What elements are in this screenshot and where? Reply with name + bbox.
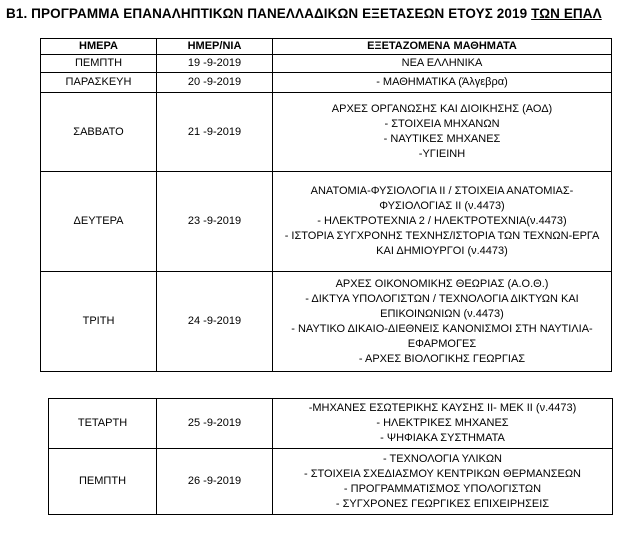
table-row (41, 73, 612, 93)
subject-item: - ΣΤΟΙΧΕΙΑ ΣΧΕΔΙΑΣΜΟΥ ΚΕΝΤΡΙΚΩΝ ΘΕΡΜΑΝΣΕΩΝ (303, 467, 581, 480)
subjects-cell (273, 172, 612, 272)
date-cell: 25 -9-2019 (157, 399, 273, 449)
subject-item: - ΗΛΕΚΤΡΟΤΕΧΝΙΑ 2 / ΗΛΕΚΤΡΟΤΕΧΝΙΑ(ν.4473) (317, 215, 567, 227)
subjects-cell (273, 272, 612, 372)
header-row (41, 39, 612, 55)
subjects-cell (273, 93, 612, 172)
subjects-cell (273, 449, 613, 515)
subjects-cell (273, 399, 613, 449)
subject-item: ΑΝΑΤΟΜΙΑ-ΦΥΣΙΟΛΟΓΙΑ ΙΙ / ΣΤΟΙΧΕΙΑ ΑΝΑΤΟΜΙΑΣ-ΦΥΣΙΟΛΟΓΙΑΣ ΙΙ (ν.4473) (310, 185, 574, 212)
header-subjects: ΕΞΕΤΑΖΟΜΕΝΑ ΜΑΘΗΜΑΤΑ (273, 39, 612, 55)
subject-item: - ΣΤΟΙΧΕΙΑ ΜΗΧΑΝΩΝ (384, 118, 500, 130)
subject-item: - ΝΑΥΤΙΚΕΣ ΜΗΧΑΝΕΣ (383, 133, 501, 145)
title-prefix: Β1. ΠΡΟΓΡΑΜΜΑ ΕΠΑΝΑΛΗΠΤΙΚΩΝ ΠΑΝΕΛΛΑΔΙΚΩΝ ΕΞΕΤΑΣΕΩΝ ΕΤΟΥΣ 2019 (6, 6, 528, 21)
subject-item: - ΝΑΥΤΙΚΟ ΔΙΚΑΙΟ-ΔΙΕΘΝΕΙΣ ΚΑΝΟΝΙΣΜΟΙ ΣΤΗ ΝΑΥΤΙΛΙΑ-ΕΦΑΡΜΟΓΕΣ (291, 322, 593, 350)
subject-item: - ΣΥΓΧΡΟΝΕΣ ΓΕΩΡΓΙΚΕΣ ΕΠΙΧΕΙΡΗΣΕΙΣ (335, 497, 550, 510)
date-cell: 20 -9-2019 (157, 73, 273, 93)
title-underlined: ΤΩΝ ΕΠΑΛ (531, 6, 602, 21)
exam-schedule-table-continued (48, 398, 613, 515)
subject-item: - ΑΡΧΕΣ ΒΙΟΛΟΓΙΚΗΣ ΓΕΩΡΓΙΑΣ (358, 352, 526, 365)
header-date: ΗΜΕΡ/ΝΙΑ (157, 39, 273, 55)
subject-item: - ΜΑΘΗΜΑΤΙΚΑ (Άλγεβρα) (376, 76, 508, 88)
day-cell: ΤΡΙΤΗ (41, 272, 157, 372)
day-cell: ΣΑΒΒΑΤΟ (41, 93, 157, 172)
subject-item: - ΙΣΤΟΡΙΑ ΣΥΓΧΡΟΝΗΣ ΤΕΧΝΗΣ/ΙΣΤΟΡΙΑ ΤΩΝ ΤΕΧΝΩΝ-ΕΡΓΑ ΚΑΙ ΔΗΜΙΟΥΡΓΟΙ (ν.4473) (284, 230, 600, 257)
table-row (41, 272, 612, 372)
date-cell: 24 -9-2019 (157, 272, 273, 372)
document-title (6, 6, 622, 21)
table-row (41, 172, 612, 272)
day-cell: ΠΕΜΠΤΗ (41, 55, 157, 73)
date-cell: 19 -9-2019 (157, 55, 273, 73)
subject-item: - ΠΡΟΓΡΑΜΜΑΤΙΣΜΟΣ ΥΠΟΛΟΓΙΣΤΩΝ (343, 482, 542, 495)
day-cell: ΔΕΥΤΕΡΑ (41, 172, 157, 272)
subject-item: ΑΡΧΕΣ ΟΙΚΟΝΟΜΙΚΗΣ ΘΕΩΡΙΑΣ (Α.Ο.Θ.) (335, 277, 549, 290)
table-row (49, 449, 613, 515)
subject-item: - ΔΙΚΤΥΑ ΥΠΟΛΟΓΙΣΤΩΝ / ΤΕΧΝΟΛΟΓΙΑ ΔΙΚΤΥΩΝ ΚΑΙ ΕΠΙΚΟΙΝΩΝΙΩΝ (ν.4473) (305, 292, 579, 320)
table-row (41, 93, 612, 172)
day-cell: ΤΕΤΑΡΤΗ (49, 399, 157, 449)
table-row (49, 399, 613, 449)
table-row (41, 55, 612, 73)
date-cell: 21 -9-2019 (157, 93, 273, 172)
subjects-cell (273, 55, 612, 73)
subject-item: ΝΕΑ ΕΛΛΗΝΙΚΑ (401, 57, 483, 69)
header-day: ΗΜΕΡΑ (41, 39, 157, 55)
date-cell: 23 -9-2019 (157, 172, 273, 272)
subject-item: - ΗΛΕΚΤΡΙΚΕΣ ΜΗΧΑΝΕΣ (376, 417, 509, 429)
subject-item: - ΨΗΦΙΑΚΑ ΣΥΣΤΗΜΑΤΑ (380, 432, 505, 444)
subject-item: - ΤΕΧΝΟΛΟΓΙΑ ΥΛΙΚΩΝ (382, 452, 503, 465)
subject-item: ΑΡΧΕΣ ΟΡΓΑΝΩΣΗΣ ΚΑΙ ΔΙΟΙΚΗΣΗΣ (ΑΟΔ) (331, 103, 553, 115)
day-cell: ΠΑΡΑΣΚΕΥΗ (41, 73, 157, 93)
day-cell: ΠΕΜΠΤΗ (49, 449, 157, 515)
date-cell: 26 -9-2019 (157, 449, 273, 515)
subject-item: -ΜΗΧΑΝΕΣ ΕΣΩΤΕΡΙΚΗΣ ΚΑΥΣΗΣ ΙΙ- ΜΕΚ ΙΙ (ν.4473) (308, 402, 577, 414)
exam-schedule-table (40, 38, 612, 372)
subjects-cell (273, 73, 612, 93)
subject-item: -ΥΓΙΕΙΝΗ (418, 148, 466, 160)
